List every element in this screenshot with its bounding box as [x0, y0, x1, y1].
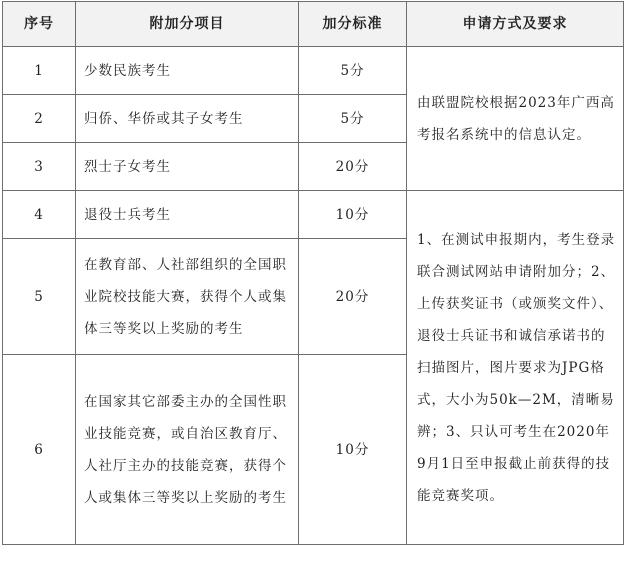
table-row	[3, 47, 624, 95]
table-row	[3, 191, 624, 239]
row-number: 6	[3, 355, 76, 545]
row-number: 1	[3, 47, 76, 95]
requirement-info-confirmation: 由联盟院校根据2023年广西高考报名系统中的信息认定。	[407, 47, 624, 191]
row-standard: 10分	[299, 355, 407, 545]
row-standard: 5分	[299, 95, 407, 143]
row-number: 3	[3, 143, 76, 191]
row-standard: 20分	[299, 239, 407, 355]
row-item: 退役士兵考生	[76, 191, 299, 239]
row-standard: 10分	[299, 191, 407, 239]
row-number: 4	[3, 191, 76, 239]
requirement-online-application: 1、在测试申报期内，考生登录联合测试网站申请附加分；2、上传获奖证书（或颁奖文件）、退役士兵证书和诚信承诺书的扫描图片，图片要求为JPG格式，大小为50k—2M，清晰易辨；3、只认可考生在2020年9月1日至申报截止前获得的技能竞赛奖项。	[407, 191, 624, 545]
row-item: 烈士子女考生	[76, 143, 299, 191]
header-serial-number: 序号	[3, 2, 76, 47]
row-standard: 5分	[299, 47, 407, 95]
row-item: 在教育部、人社部组织的全国职业院校技能大赛，获得个人或集体三等奖以上奖励的考生	[76, 239, 299, 355]
row-item: 归侨、华侨或其子女考生	[76, 95, 299, 143]
row-number: 5	[3, 239, 76, 355]
table-header-row	[3, 2, 624, 47]
row-standard: 20分	[299, 143, 407, 191]
header-bonus-standard: 加分标准	[299, 2, 407, 47]
row-item: 少数民族考生	[76, 47, 299, 95]
header-bonus-item: 附加分项目	[76, 2, 299, 47]
row-item: 在国家其它部委主办的全国性职业技能竞赛，或自治区教育厅、人社厅主办的技能竞赛，获得个人或集体三等奖以上奖励的考生	[76, 355, 299, 545]
row-number: 2	[3, 95, 76, 143]
header-application-requirements: 申请方式及要求	[407, 2, 624, 47]
bonus-points-table	[2, 1, 624, 545]
